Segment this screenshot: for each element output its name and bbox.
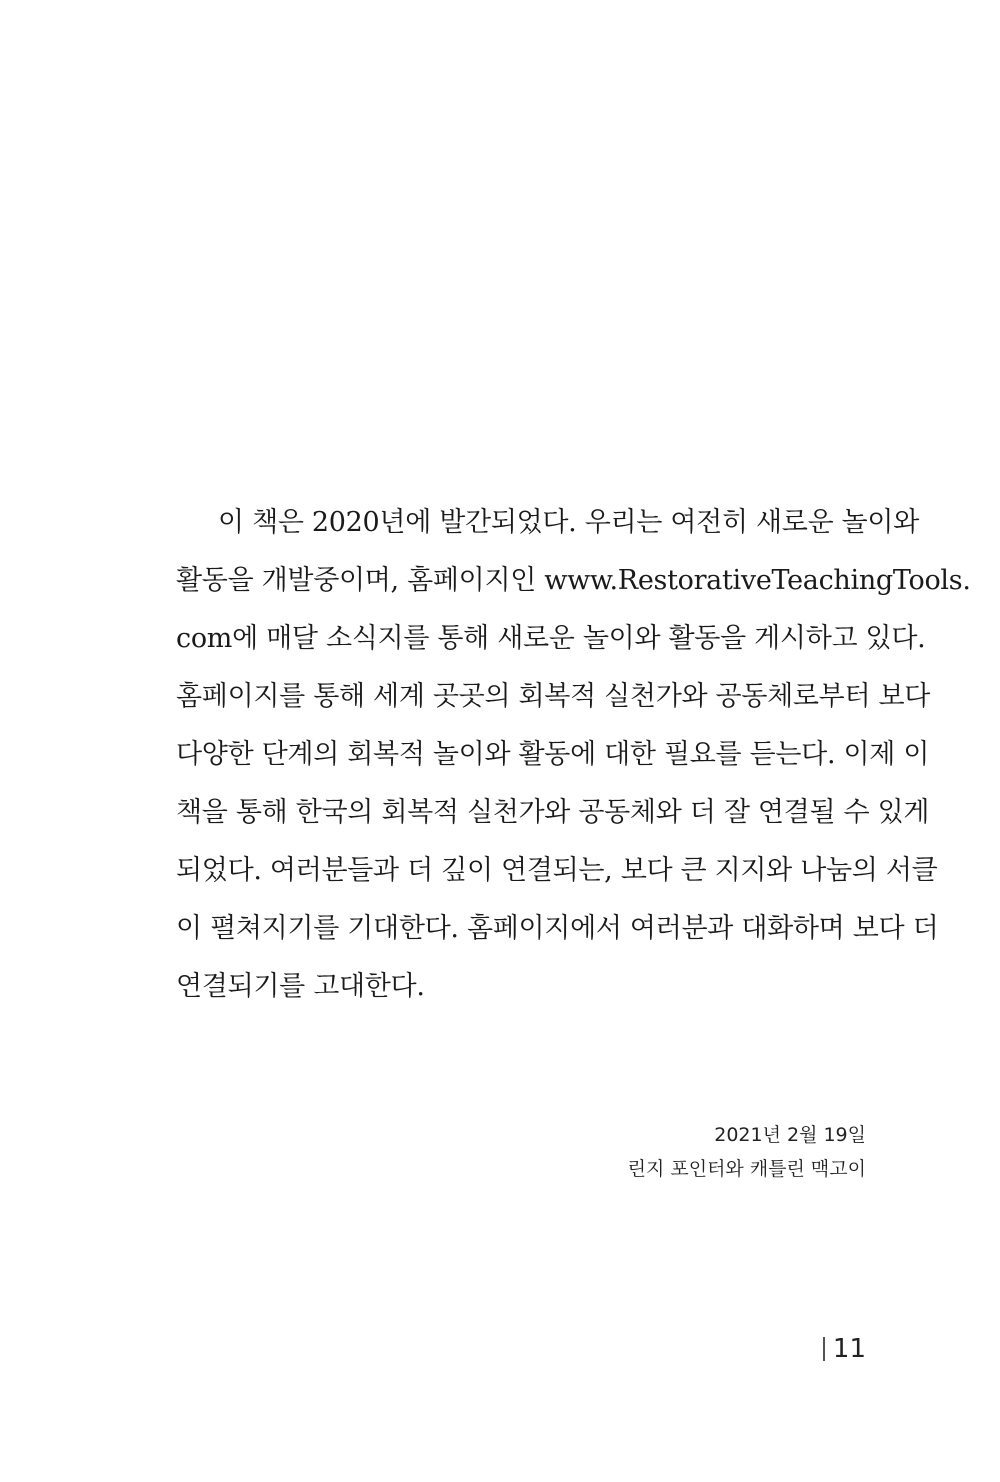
paragraph-line: 책을 통해 한국의 회복적 실천가와 공동체와 더 잘 연결될 수 있게 [176, 797, 930, 828]
paragraph-line: 이 펼쳐지기를 기대한다. 홈페이지에서 여러분과 대화하며 보다 더 [176, 913, 939, 944]
paragraph-line: com에 매달 소식지를 통해 새로운 놀이와 활동을 게시하고 있다. [176, 623, 926, 654]
page-folio [823, 1336, 866, 1362]
paragraph-line: 되었다. 여러분들과 더 깊이 연결되는, 보다 큰 지지와 나눔의 서클 [176, 855, 938, 886]
paragraph-line: 연결되기를 고대한다. [176, 971, 425, 1002]
signature-authors: 린지 포인터와 캐틀린 맥고이 [627, 1158, 866, 1180]
page-number: 11 [832, 1334, 866, 1364]
paragraph-line: 활동을 개발중이며, 홈페이지인 www.RestorativeTeachingTools. [176, 565, 971, 596]
paragraph-line: 홈페이지를 통해 세계 곳곳의 회복적 실천가와 공동체로부터 보다 [176, 681, 931, 712]
body-paragraph [176, 494, 971, 1016]
paragraph-line: 이 책은 2020년에 발간되었다. 우리는 여전히 새로운 놀이와 [218, 507, 919, 538]
paragraph-line: 다양한 단계의 회복적 놀이와 활동에 대한 필요를 듣는다. 이제 이 [176, 739, 930, 770]
signature-date: 2021년 2월 19일 [714, 1124, 866, 1146]
folio-divider [823, 1337, 825, 1361]
signature-block [628, 1118, 866, 1186]
